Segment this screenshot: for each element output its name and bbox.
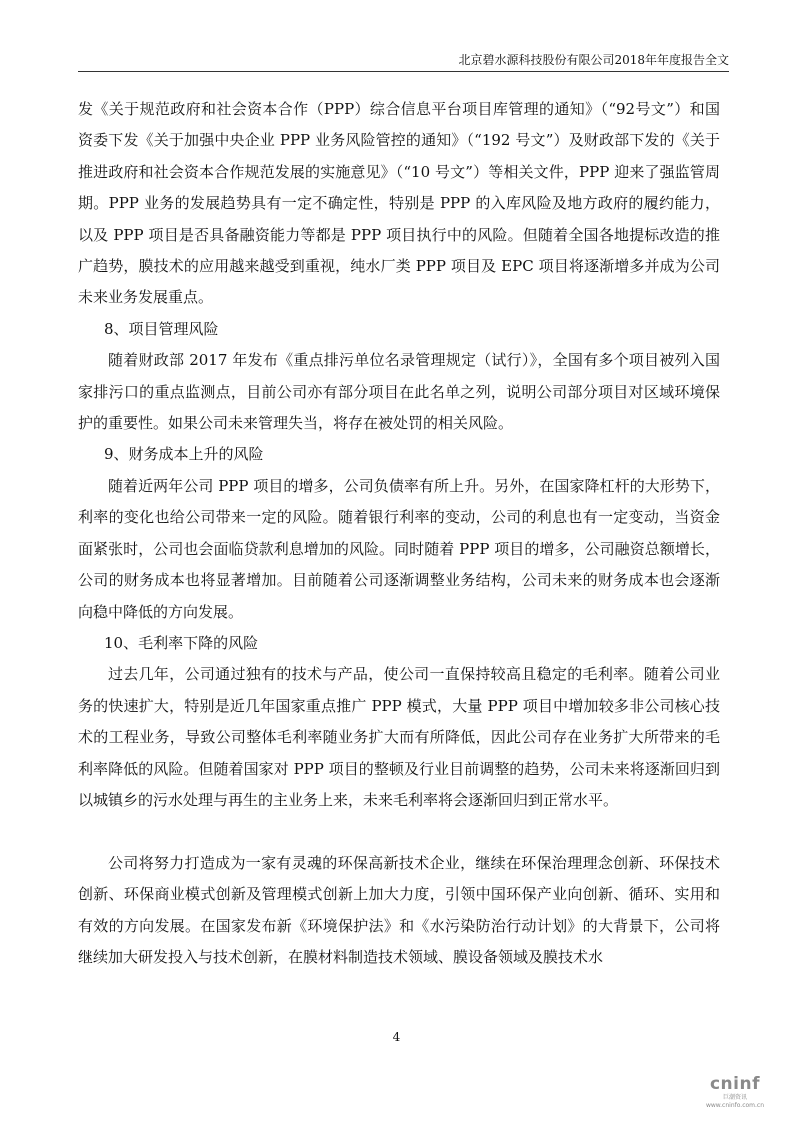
cninfo-name: 巨潮资讯 [722, 1094, 747, 1101]
section-heading-8: 8、项目管理风险 [104, 319, 219, 338]
cninfo-watermark [699, 1074, 771, 1110]
paragraph-financial-cost-risk: 随着近两年公司 PPP 项目的增多，公司负债率有所上升。另外，在国家降杠杆的大形势下，利率的变化也给公司带来一定的风险。随着银行利率的变动，公司的利息也有一定变动，当资金面紧张时，公司也会面临贷款利息增加的风险。同时随着 PPP 项目的增多，公司融资总额增长，公司的财务成本也将显著增加。目前随着公司逐渐调整业务结构，公司未来的财务成本也会逐渐向稳中降低的方向发展。 [78, 476, 720, 621]
page-number: 4 [392, 1030, 401, 1044]
cninfo-logo-icon: cninf [709, 1074, 760, 1094]
cninfo-url: www.cninfo.com.cn [705, 1102, 765, 1109]
paragraph-company-strategy: 公司将努力打造成为一家有灵魂的环保高新技术企业，继续在环保治理理念创新、环保技术创新、环保商业模式创新及管理模式创新上加大力度，引领中国环保产业向创新、循环、实用和有效的方向发展。在国家发布新《环境保护法》和《水污染防治行动计划》的大背景下，公司将继续加大研发投入与技术创新，在膜材料制造技术领域、膜设备领域及膜技术水 [78, 853, 720, 966]
page-header: 北京碧水源科技股份有限公司2018年年度报告全文 [458, 53, 729, 67]
section-heading-9: 9、财务成本上升的风险 [104, 445, 264, 464]
header-rule [78, 71, 729, 72]
paragraph-ppp-regulation: 发《关于规范政府和社会资本合作（PPP）综合信息平台项目库管理的通知》（“92号文”）和国资委下发《关于加强中央企业 PPP 业务风险管控的通知》（“192 号文”）及财政部下发的《关于推进政府和社会资本合作规范发展的实施意见》（“10 号文”）等相关文件，PPP 迎来了强监管周期。PPP 业务的发展趋势具有一定不确定性，特别是 PPP 的入库风险及地方政府的履约能力，以及 PPP 项目是否具备融资能力等都是 PPP 项目执行中的风险。但随着全国各地提标改造的推广趋势，膜技术的应用越来越受到重视，纯水厂类 PPP 项目及 EPC 项目将逐渐增多并成为公司未来业务发展重点。 [78, 100, 720, 307]
document-body [78, 94, 720, 973]
paragraph-project-management-risk: 随着财政部 2017 年发布《重点排污单位名录管理规定（试行）》，全国有多个项目被列入国家排污口的重点监测点，目前公司亦有部分项目在此名单之列，说明公司部分项目对区域环境保护的重要性。如果公司未来管理失当，将存在被处罚的相关风险。 [78, 351, 720, 433]
paragraph-spacer [78, 816, 720, 847]
section-heading-10: 10、毛利率下降的风险 [104, 633, 259, 652]
paragraph-gross-margin-risk: 过去几年，公司通过独有的技术与产品，使公司一直保持较高且稳定的毛利率。随着公司业务的快速扩大，特别是近几年国家重点推广 PPP 模式，大量 PPP 项目中增加较多非公司核心技术的工程业务，导致公司整体毛利率随业务扩大而有所降低，因此公司存在业务扩大所带来的毛利率降低的风险。但随着国家对 PPP 项目的整顿及行业目前调整的趋势，公司未来将逐渐回归到以城镇乡的污水处理与再生的主业务上来，未来毛利率将会逐渐回归到正常水平。 [78, 665, 720, 809]
